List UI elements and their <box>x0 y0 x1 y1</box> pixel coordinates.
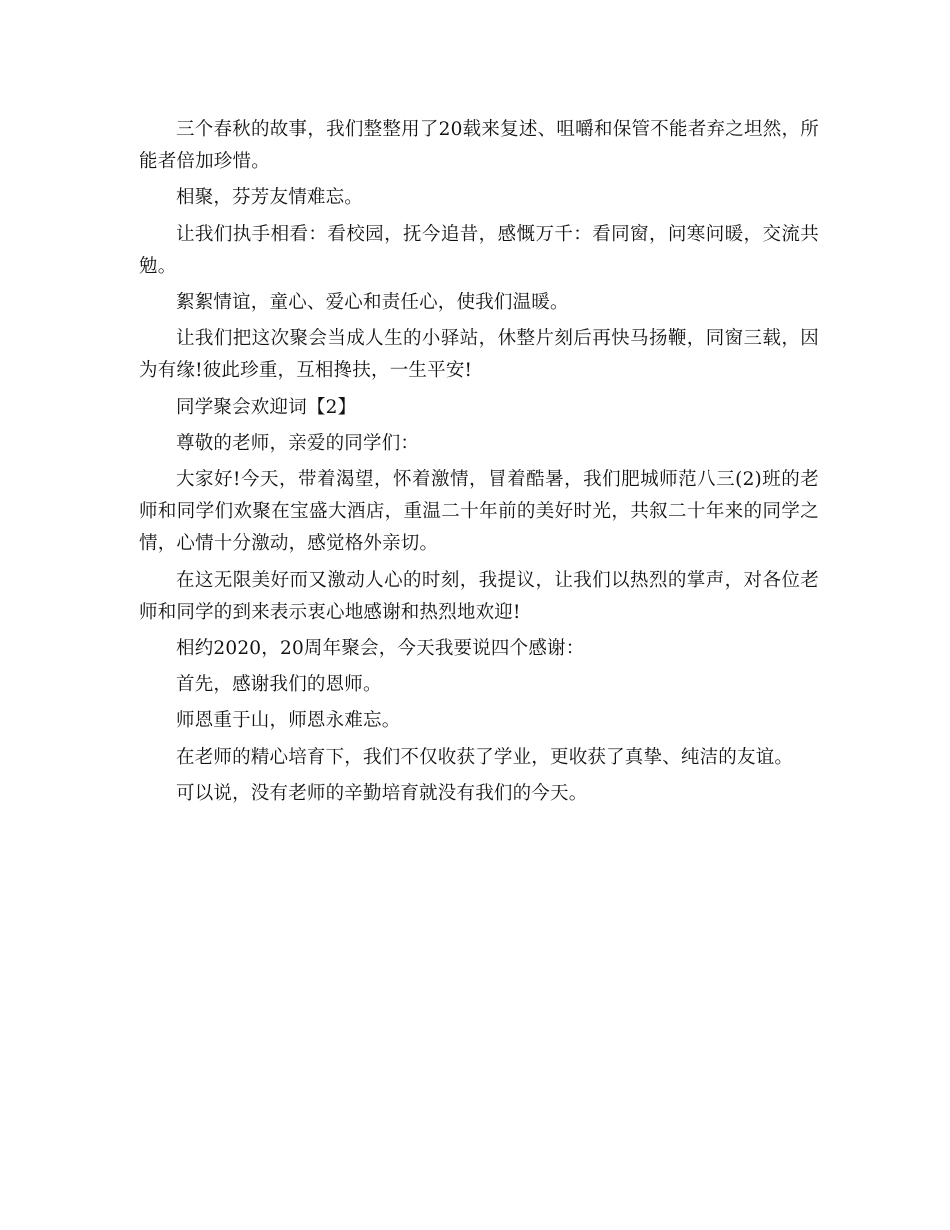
paragraph: 相约2020，20周年聚会，今天我要说四个感谢： <box>176 638 585 660</box>
paragraph: 师恩重于山，师恩永难忘。 <box>176 710 401 732</box>
salutation: 尊敬的老师，亲爱的同学们： <box>176 432 420 454</box>
document-body <box>139 114 819 814</box>
paragraph: 首先，感谢我们的恩师。 <box>176 674 382 696</box>
paragraph: 在这无限美好而又激动人心的时刻，我提议，让我们以热烈的掌声，对各位老师和同学的到来表示衷心地感谢和热烈地欢迎! <box>139 569 819 623</box>
paragraph: 三个春秋的故事，我们整整用了20载来复述、咀嚼和保管不能者弃之坦然，所能者倍加珍惜。 <box>139 119 819 173</box>
section-heading: 同学聚会欢迎词【2】 <box>176 396 357 418</box>
paragraph: 让我们执手相看：看校园，抚今追昔，感慨万千：看同窗，问寒问暖，交流共勉。 <box>139 223 819 277</box>
paragraph: 絮絮情谊，童心、爱心和责任心，使我们温暖。 <box>176 292 569 314</box>
paragraph: 在老师的精心培育下，我们不仅收获了学业，更收获了真挚、纯洁的友谊。 <box>176 746 794 768</box>
paragraph: 相聚，芬芳友情难忘。 <box>176 187 364 209</box>
paragraph: 让我们把这次聚会当成人生的小驿站，休整片刻后再快马扬鞭，同窗三载，因为有缘!彼此珍重，互相搀扶，一生平安! <box>139 328 819 382</box>
paragraph: 可以说，没有老师的辛勤培育就没有我们的今天。 <box>176 782 588 804</box>
paragraph: 大家好!今天，带着渴望，怀着激情，冒着酷暑，我们肥城师范八三(2)班的老师和同学们欢聚在宝盛大酒店，重温二十年前的美好时光，共叙二十年来的同学之情，心情十分激动，感觉格外亲切。 <box>139 469 819 555</box>
